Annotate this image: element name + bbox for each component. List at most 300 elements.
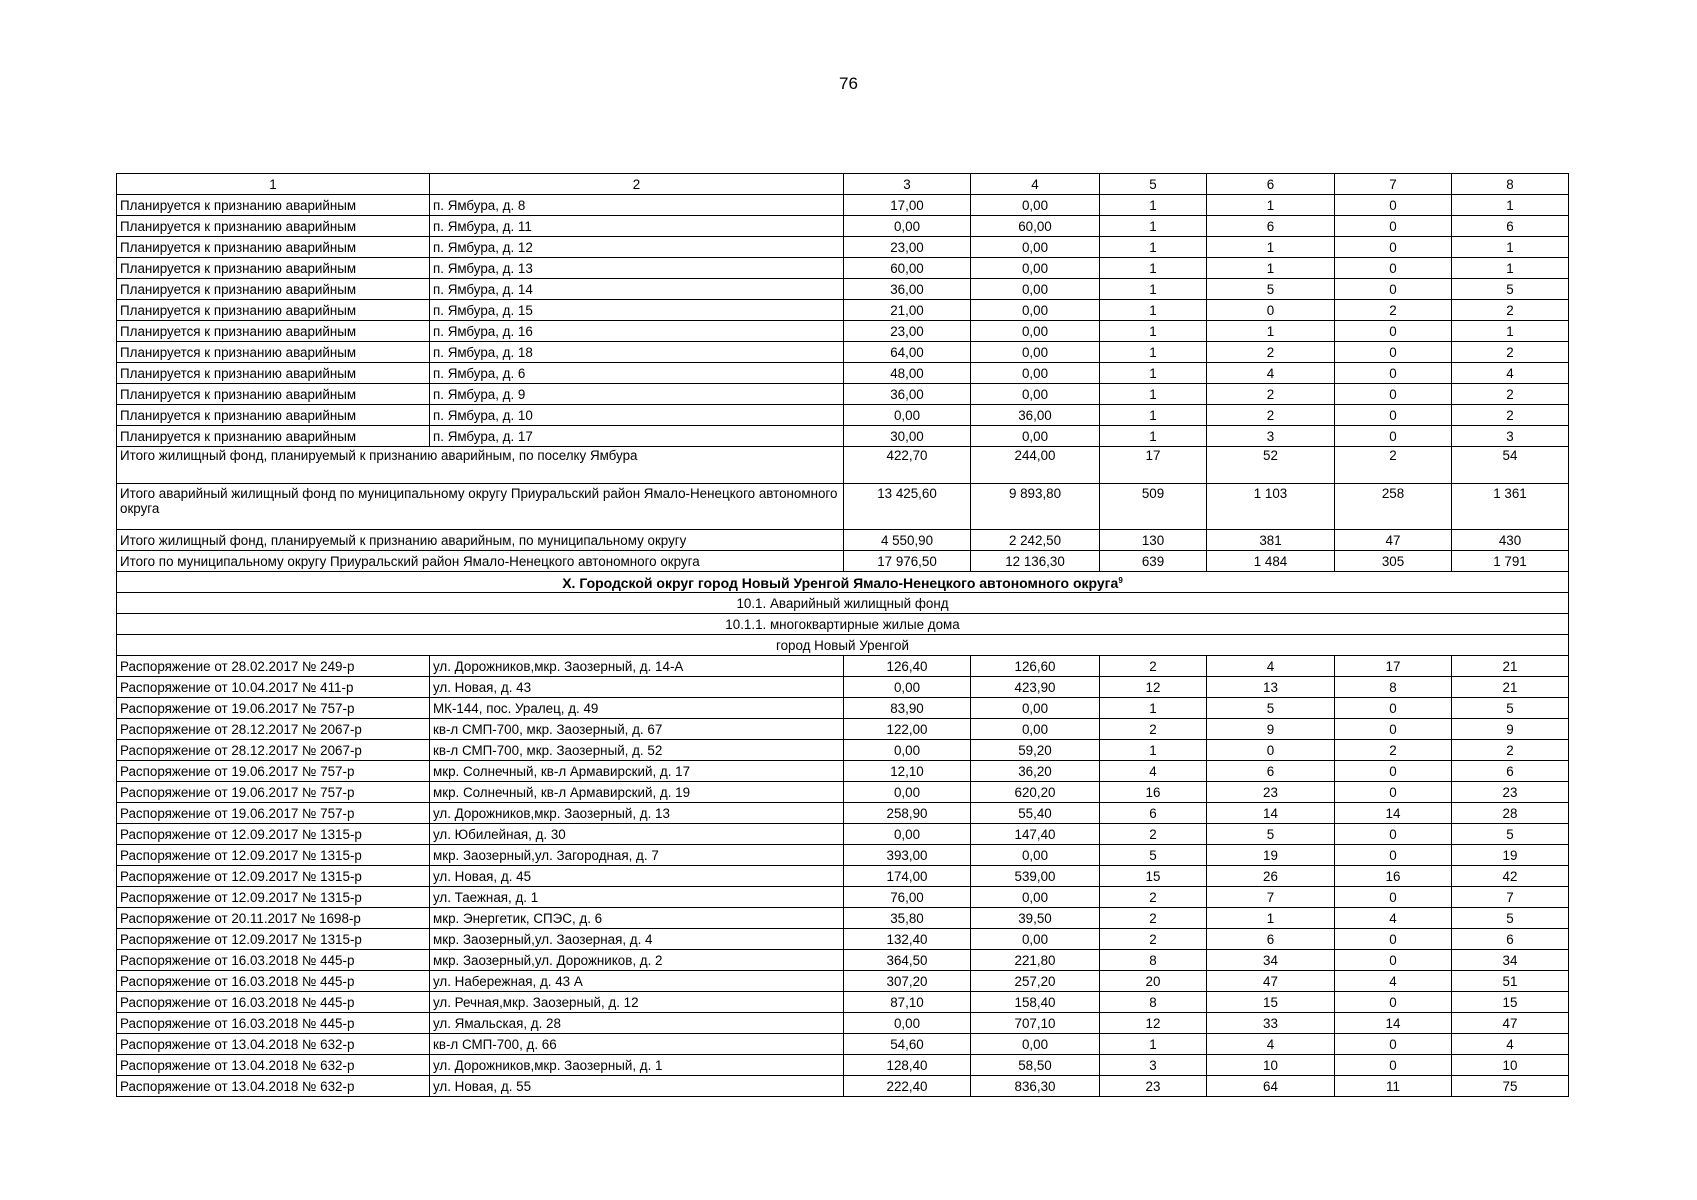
value-cell: 64,00 bbox=[844, 342, 971, 363]
value-cell: 76,00 bbox=[844, 887, 971, 908]
count-cell: 1 bbox=[1207, 195, 1335, 216]
total-value: 130 bbox=[1100, 530, 1207, 551]
document-cell: Распоряжение от 19.06.2017 № 757-р bbox=[117, 698, 430, 719]
count-cell: 1 bbox=[1100, 363, 1207, 384]
count-cell: 26 bbox=[1207, 866, 1335, 887]
table-row bbox=[117, 992, 1569, 1013]
value-cell: 54,60 bbox=[844, 1034, 971, 1055]
count-cell: 6 bbox=[1207, 761, 1335, 782]
value-cell: 364,50 bbox=[844, 950, 971, 971]
value-cell: 0,00 bbox=[971, 321, 1100, 342]
value-cell: 30,00 bbox=[844, 426, 971, 447]
count-cell: 14 bbox=[1207, 803, 1335, 824]
count-cell: 5 bbox=[1207, 279, 1335, 300]
count-cell: 16 bbox=[1100, 782, 1207, 803]
count-cell: 0 bbox=[1335, 237, 1452, 258]
value-cell: 36,20 bbox=[971, 761, 1100, 782]
document-cell: Планируется к признанию аварийным bbox=[117, 342, 430, 363]
table-row bbox=[117, 866, 1569, 887]
count-cell: 6 bbox=[1452, 761, 1569, 782]
column-number: 7 bbox=[1335, 174, 1452, 195]
value-cell: 23,00 bbox=[844, 237, 971, 258]
total-value: 4 550,90 bbox=[844, 530, 971, 551]
count-cell: 1 bbox=[1452, 195, 1569, 216]
value-cell: 0,00 bbox=[844, 824, 971, 845]
count-cell: 12 bbox=[1100, 677, 1207, 698]
value-cell: 0,00 bbox=[844, 216, 971, 237]
value-cell: 0,00 bbox=[971, 342, 1100, 363]
count-cell: 11 bbox=[1335, 1076, 1452, 1097]
total-row-planned-okrug bbox=[117, 530, 1569, 551]
value-cell: 0,00 bbox=[844, 740, 971, 761]
count-cell: 8 bbox=[1100, 992, 1207, 1013]
document-cell: Распоряжение от 16.03.2018 № 445-р bbox=[117, 992, 430, 1013]
count-cell: 14 bbox=[1335, 1013, 1452, 1034]
value-cell: 0,00 bbox=[844, 782, 971, 803]
count-cell: 34 bbox=[1207, 950, 1335, 971]
document-cell: Планируется к признанию аварийным bbox=[117, 300, 430, 321]
count-cell: 5 bbox=[1452, 908, 1569, 929]
count-cell: 23 bbox=[1207, 782, 1335, 803]
document-cell: Распоряжение от 12.09.2017 № 1315-р bbox=[117, 845, 430, 866]
address-cell: ул. Новая, д. 43 bbox=[430, 677, 844, 698]
count-cell: 33 bbox=[1207, 1013, 1335, 1034]
total-row-all-okrug bbox=[117, 551, 1569, 572]
table-row bbox=[117, 908, 1569, 929]
address-cell: п. Ямбура, д. 8 bbox=[430, 195, 844, 216]
value-cell: 707,10 bbox=[971, 1013, 1100, 1034]
count-cell: 2 bbox=[1207, 405, 1335, 426]
total-label: Итого жилищный фонд, планируемый к признанию аварийным, по поселку Ямбура bbox=[117, 447, 844, 484]
document-cell: Планируется к признанию аварийным bbox=[117, 279, 430, 300]
total-value: 244,00 bbox=[971, 447, 1100, 484]
table-row bbox=[117, 405, 1569, 426]
value-cell: 58,50 bbox=[971, 1055, 1100, 1076]
count-cell: 47 bbox=[1207, 971, 1335, 992]
count-cell: 10 bbox=[1207, 1055, 1335, 1076]
document-cell: Распоряжение от 13.04.2018 № 632-р bbox=[117, 1055, 430, 1076]
value-cell: 0,00 bbox=[971, 195, 1100, 216]
count-cell: 2 bbox=[1335, 740, 1452, 761]
address-cell: ул. Речная,мкр. Заозерный, д. 12 bbox=[430, 992, 844, 1013]
value-cell: 393,00 bbox=[844, 845, 971, 866]
address-cell: п. Ямбура, д. 14 bbox=[430, 279, 844, 300]
value-cell: 128,40 bbox=[844, 1055, 971, 1076]
table-row bbox=[117, 342, 1569, 363]
count-cell: 2 bbox=[1100, 929, 1207, 950]
address-cell: ул. Дорожников,мкр. Заозерный, д. 13 bbox=[430, 803, 844, 824]
total-value: 639 bbox=[1100, 551, 1207, 572]
document-cell: Планируется к признанию аварийным bbox=[117, 258, 430, 279]
address-cell: ул. Дорожников,мкр. Заозерный, д. 14-А bbox=[430, 656, 844, 677]
table-row bbox=[117, 677, 1569, 698]
total-row-emergency-okrug bbox=[117, 484, 1569, 530]
count-cell: 4 bbox=[1207, 656, 1335, 677]
count-cell: 0 bbox=[1335, 426, 1452, 447]
subsection-title-row bbox=[117, 593, 1569, 614]
count-cell: 4 bbox=[1452, 363, 1569, 384]
document-cell: Планируется к признанию аварийным bbox=[117, 237, 430, 258]
count-cell: 9 bbox=[1452, 719, 1569, 740]
count-cell: 0 bbox=[1335, 992, 1452, 1013]
address-cell: мкр. Заозерный,ул. Дорожников, д. 2 bbox=[430, 950, 844, 971]
count-cell: 0 bbox=[1335, 384, 1452, 405]
total-value: 1 361 bbox=[1452, 484, 1569, 530]
document-cell: Распоряжение от 19.06.2017 № 757-р bbox=[117, 803, 430, 824]
table-row bbox=[117, 929, 1569, 950]
address-cell: кв-л СМП-700, д. 66 bbox=[430, 1034, 844, 1055]
count-cell: 0 bbox=[1335, 887, 1452, 908]
count-cell: 15 bbox=[1207, 992, 1335, 1013]
total-value: 430 bbox=[1452, 530, 1569, 551]
count-cell: 1 bbox=[1100, 300, 1207, 321]
value-cell: 174,00 bbox=[844, 866, 971, 887]
value-cell: 0,00 bbox=[971, 929, 1100, 950]
total-value: 258 bbox=[1335, 484, 1452, 530]
city-title-row bbox=[117, 635, 1569, 656]
address-cell: п. Ямбура, д. 16 bbox=[430, 321, 844, 342]
count-cell: 75 bbox=[1452, 1076, 1569, 1097]
address-cell: кв-л СМП-700, мкр. Заозерный, д. 67 bbox=[430, 719, 844, 740]
address-cell: ул. Юбилейная, д. 30 bbox=[430, 824, 844, 845]
value-cell: 0,00 bbox=[844, 405, 971, 426]
column-number: 8 bbox=[1452, 174, 1569, 195]
count-cell: 5 bbox=[1452, 698, 1569, 719]
value-cell: 0,00 bbox=[971, 363, 1100, 384]
total-row-yambura bbox=[117, 447, 1569, 484]
value-cell: 307,20 bbox=[844, 971, 971, 992]
value-cell: 0,00 bbox=[971, 845, 1100, 866]
address-cell: п. Ямбура, д. 6 bbox=[430, 363, 844, 384]
count-cell: 0 bbox=[1207, 300, 1335, 321]
count-cell: 12 bbox=[1100, 1013, 1207, 1034]
count-cell: 13 bbox=[1207, 677, 1335, 698]
count-cell: 0 bbox=[1335, 342, 1452, 363]
total-value: 509 bbox=[1100, 484, 1207, 530]
count-cell: 1 bbox=[1100, 1034, 1207, 1055]
count-cell: 7 bbox=[1452, 887, 1569, 908]
count-cell: 0 bbox=[1335, 1055, 1452, 1076]
total-value: 17 976,50 bbox=[844, 551, 971, 572]
count-cell: 6 bbox=[1452, 216, 1569, 237]
count-cell: 21 bbox=[1452, 677, 1569, 698]
count-cell: 3 bbox=[1207, 426, 1335, 447]
address-cell: мкр. Заозерный,ул. Загородная, д. 7 bbox=[430, 845, 844, 866]
total-value: 1 791 bbox=[1452, 551, 1569, 572]
footnote-marker: 9 bbox=[1118, 576, 1123, 585]
total-value: 9 893,80 bbox=[971, 484, 1100, 530]
document-cell: Планируется к признанию аварийным bbox=[117, 321, 430, 342]
count-cell: 19 bbox=[1452, 845, 1569, 866]
address-cell: ул. Набережная, д. 43 А bbox=[430, 971, 844, 992]
total-value: 2 bbox=[1335, 447, 1452, 484]
count-cell: 1 bbox=[1100, 698, 1207, 719]
total-value: 1 103 bbox=[1207, 484, 1335, 530]
count-cell: 7 bbox=[1207, 887, 1335, 908]
document-cell: Распоряжение от 13.04.2018 № 632-р bbox=[117, 1034, 430, 1055]
document-cell: Планируется к признанию аварийным bbox=[117, 384, 430, 405]
table-row bbox=[117, 258, 1569, 279]
document-cell: Распоряжение от 12.09.2017 № 1315-р bbox=[117, 824, 430, 845]
address-cell: ул. Ямальская, д. 28 bbox=[430, 1013, 844, 1034]
table-row bbox=[117, 321, 1569, 342]
table-row bbox=[117, 656, 1569, 677]
count-cell: 4 bbox=[1335, 908, 1452, 929]
address-cell: мкр. Заозерный,ул. Заозерная, д. 4 bbox=[430, 929, 844, 950]
table-row bbox=[117, 824, 1569, 845]
value-cell: 0,00 bbox=[971, 384, 1100, 405]
count-cell: 1 bbox=[1207, 237, 1335, 258]
address-cell: п. Ямбура, д. 13 bbox=[430, 258, 844, 279]
count-cell: 0 bbox=[1207, 740, 1335, 761]
document-cell: Планируется к признанию аварийным bbox=[117, 195, 430, 216]
count-cell: 0 bbox=[1335, 761, 1452, 782]
address-cell: п. Ямбура, д. 17 bbox=[430, 426, 844, 447]
count-cell: 28 bbox=[1452, 803, 1569, 824]
address-cell: мкр. Солнечный, кв-л Армавирский, д. 17 bbox=[430, 761, 844, 782]
count-cell: 5 bbox=[1100, 845, 1207, 866]
value-cell: 257,20 bbox=[971, 971, 1100, 992]
address-cell: п. Ямбура, д. 15 bbox=[430, 300, 844, 321]
value-cell: 0,00 bbox=[971, 279, 1100, 300]
address-cell: мкр. Энергетик, СПЭС, д. 6 bbox=[430, 908, 844, 929]
count-cell: 0 bbox=[1335, 719, 1452, 740]
count-cell: 2 bbox=[1452, 342, 1569, 363]
count-cell: 9 bbox=[1207, 719, 1335, 740]
value-cell: 83,90 bbox=[844, 698, 971, 719]
value-cell: 23,00 bbox=[844, 321, 971, 342]
count-cell: 4 bbox=[1452, 1034, 1569, 1055]
address-cell: п. Ямбура, д. 9 bbox=[430, 384, 844, 405]
value-cell: 55,40 bbox=[971, 803, 1100, 824]
total-value: 54 bbox=[1452, 447, 1569, 484]
count-cell: 2 bbox=[1452, 384, 1569, 405]
table-row bbox=[117, 845, 1569, 866]
count-cell: 17 bbox=[1335, 656, 1452, 677]
count-cell: 1 bbox=[1100, 426, 1207, 447]
count-cell: 14 bbox=[1335, 803, 1452, 824]
count-cell: 0 bbox=[1335, 216, 1452, 237]
count-cell: 16 bbox=[1335, 866, 1452, 887]
count-cell: 1 bbox=[1207, 258, 1335, 279]
column-number: 2 bbox=[430, 174, 844, 195]
value-cell: 0,00 bbox=[971, 426, 1100, 447]
page-number: 76 bbox=[839, 74, 858, 93]
housing-table bbox=[116, 173, 1569, 1097]
document-cell: Планируется к признанию аварийным bbox=[117, 405, 430, 426]
table-row bbox=[117, 950, 1569, 971]
subsection-title: 10.1.1. многоквартирные жилые дома bbox=[117, 614, 1569, 635]
value-cell: 423,90 bbox=[971, 677, 1100, 698]
count-cell: 15 bbox=[1452, 992, 1569, 1013]
count-cell: 0 bbox=[1335, 258, 1452, 279]
table-body bbox=[117, 174, 1569, 1097]
count-cell: 8 bbox=[1100, 950, 1207, 971]
document-cell: Распоряжение от 16.03.2018 № 445-р bbox=[117, 971, 430, 992]
value-cell: 0,00 bbox=[971, 258, 1100, 279]
count-cell: 1 bbox=[1452, 258, 1569, 279]
count-cell: 1 bbox=[1100, 740, 1207, 761]
document-cell: Распоряжение от 19.06.2017 № 757-р bbox=[117, 761, 430, 782]
count-cell: 19 bbox=[1207, 845, 1335, 866]
count-cell: 6 bbox=[1100, 803, 1207, 824]
count-cell: 1 bbox=[1100, 405, 1207, 426]
count-cell: 1 bbox=[1100, 237, 1207, 258]
table-row bbox=[117, 887, 1569, 908]
document-cell: Распоряжение от 28.12.2017 № 2067-р bbox=[117, 719, 430, 740]
value-cell: 59,20 bbox=[971, 740, 1100, 761]
value-cell: 122,00 bbox=[844, 719, 971, 740]
total-value: 1 484 bbox=[1207, 551, 1335, 572]
count-cell: 0 bbox=[1335, 950, 1452, 971]
table-row bbox=[117, 279, 1569, 300]
document-cell: Распоряжение от 16.03.2018 № 445-р bbox=[117, 950, 430, 971]
column-number-row bbox=[117, 174, 1569, 195]
value-cell: 0,00 bbox=[971, 698, 1100, 719]
count-cell: 3 bbox=[1452, 426, 1569, 447]
value-cell: 158,40 bbox=[971, 992, 1100, 1013]
value-cell: 0,00 bbox=[971, 719, 1100, 740]
value-cell: 222,40 bbox=[844, 1076, 971, 1097]
total-value: 381 bbox=[1207, 530, 1335, 551]
count-cell: 1 bbox=[1452, 321, 1569, 342]
table-row bbox=[117, 761, 1569, 782]
count-cell: 2 bbox=[1207, 384, 1335, 405]
count-cell: 23 bbox=[1100, 1076, 1207, 1097]
count-cell: 0 bbox=[1335, 1034, 1452, 1055]
count-cell: 1 bbox=[1452, 237, 1569, 258]
document-cell: Распоряжение от 16.03.2018 № 445-р bbox=[117, 1013, 430, 1034]
count-cell: 21 bbox=[1452, 656, 1569, 677]
document-cell: Распоряжение от 12.09.2017 № 1315-р bbox=[117, 866, 430, 887]
table-row bbox=[117, 237, 1569, 258]
address-cell: кв-л СМП-700, мкр. Заозерный, д. 52 bbox=[430, 740, 844, 761]
table-row bbox=[117, 719, 1569, 740]
count-cell: 0 bbox=[1335, 782, 1452, 803]
value-cell: 539,00 bbox=[971, 866, 1100, 887]
total-value: 17 bbox=[1100, 447, 1207, 484]
value-cell: 126,60 bbox=[971, 656, 1100, 677]
count-cell: 4 bbox=[1207, 363, 1335, 384]
value-cell: 221,80 bbox=[971, 950, 1100, 971]
address-cell: МК-144, пос. Уралец, д. 49 bbox=[430, 698, 844, 719]
address-cell: п. Ямбура, д. 12 bbox=[430, 237, 844, 258]
value-cell: 0,00 bbox=[971, 1034, 1100, 1055]
address-cell: ул. Таежная, д. 1 bbox=[430, 887, 844, 908]
count-cell: 1 bbox=[1100, 216, 1207, 237]
value-cell: 0,00 bbox=[971, 300, 1100, 321]
address-cell: мкр. Солнечный, кв-л Армавирский, д. 19 bbox=[430, 782, 844, 803]
count-cell: 34 bbox=[1452, 950, 1569, 971]
value-cell: 39,50 bbox=[971, 908, 1100, 929]
count-cell: 5 bbox=[1452, 279, 1569, 300]
table-row bbox=[117, 971, 1569, 992]
address-cell: ул. Дорожников,мкр. Заозерный, д. 1 bbox=[430, 1055, 844, 1076]
total-value: 305 bbox=[1335, 551, 1452, 572]
total-value: 52 bbox=[1207, 447, 1335, 484]
count-cell: 1 bbox=[1100, 342, 1207, 363]
count-cell: 0 bbox=[1335, 929, 1452, 950]
table-row bbox=[117, 195, 1569, 216]
value-cell: 12,10 bbox=[844, 761, 971, 782]
count-cell: 0 bbox=[1335, 195, 1452, 216]
value-cell: 620,20 bbox=[971, 782, 1100, 803]
count-cell: 0 bbox=[1335, 698, 1452, 719]
document-cell: Планируется к признанию аварийным bbox=[117, 216, 430, 237]
column-number: 3 bbox=[844, 174, 971, 195]
table-row bbox=[117, 384, 1569, 405]
column-number: 4 bbox=[971, 174, 1100, 195]
table-row bbox=[117, 740, 1569, 761]
value-cell: 0,00 bbox=[844, 677, 971, 698]
value-cell: 36,00 bbox=[971, 405, 1100, 426]
value-cell: 60,00 bbox=[971, 216, 1100, 237]
count-cell: 42 bbox=[1452, 866, 1569, 887]
value-cell: 836,30 bbox=[971, 1076, 1100, 1097]
section-title-row bbox=[117, 572, 1569, 593]
document-cell: Распоряжение от 20.11.2017 № 1698-р bbox=[117, 908, 430, 929]
value-cell: 21,00 bbox=[844, 300, 971, 321]
count-cell: 6 bbox=[1207, 929, 1335, 950]
count-cell: 6 bbox=[1207, 216, 1335, 237]
count-cell: 4 bbox=[1335, 971, 1452, 992]
count-cell: 6 bbox=[1452, 929, 1569, 950]
value-cell: 17,00 bbox=[844, 195, 971, 216]
total-value: 12 136,30 bbox=[971, 551, 1100, 572]
total-value: 13 425,60 bbox=[844, 484, 971, 530]
value-cell: 126,40 bbox=[844, 656, 971, 677]
count-cell: 64 bbox=[1207, 1076, 1335, 1097]
value-cell: 48,00 bbox=[844, 363, 971, 384]
document-cell: Планируется к признанию аварийным bbox=[117, 363, 430, 384]
total-value: 47 bbox=[1335, 530, 1452, 551]
total-label: Итого жилищный фонд, планируемый к признанию аварийным, по муниципальному округу bbox=[117, 530, 844, 551]
count-cell: 5 bbox=[1207, 698, 1335, 719]
address-cell: п. Ямбура, д. 10 bbox=[430, 405, 844, 426]
value-cell: 258,90 bbox=[844, 803, 971, 824]
count-cell: 20 bbox=[1100, 971, 1207, 992]
value-cell: 0,00 bbox=[844, 1013, 971, 1034]
column-number: 1 bbox=[117, 174, 430, 195]
count-cell: 4 bbox=[1100, 761, 1207, 782]
count-cell: 1 bbox=[1207, 908, 1335, 929]
count-cell: 3 bbox=[1100, 1055, 1207, 1076]
count-cell: 10 bbox=[1452, 1055, 1569, 1076]
table-row bbox=[117, 363, 1569, 384]
count-cell: 0 bbox=[1335, 824, 1452, 845]
address-cell: п. Ямбура, д. 11 bbox=[430, 216, 844, 237]
document-cell: Распоряжение от 19.06.2017 № 757-р bbox=[117, 782, 430, 803]
document-cell: Распоряжение от 13.04.2018 № 632-р bbox=[117, 1076, 430, 1097]
address-cell: ул. Новая, д. 45 bbox=[430, 866, 844, 887]
table-row bbox=[117, 426, 1569, 447]
value-cell: 35,80 bbox=[844, 908, 971, 929]
count-cell: 2 bbox=[1452, 740, 1569, 761]
count-cell: 5 bbox=[1452, 824, 1569, 845]
count-cell: 0 bbox=[1335, 845, 1452, 866]
address-cell: ул. Новая, д. 55 bbox=[430, 1076, 844, 1097]
column-number: 5 bbox=[1100, 174, 1207, 195]
count-cell: 1 bbox=[1100, 384, 1207, 405]
count-cell: 1 bbox=[1100, 321, 1207, 342]
subsection-title-row bbox=[117, 614, 1569, 635]
count-cell: 2 bbox=[1100, 824, 1207, 845]
value-cell: 60,00 bbox=[844, 258, 971, 279]
table-row bbox=[117, 698, 1569, 719]
total-value: 2 242,50 bbox=[971, 530, 1100, 551]
count-cell: 15 bbox=[1100, 866, 1207, 887]
subsection-title: 10.1. Аварийный жилищный фонд bbox=[117, 593, 1569, 614]
